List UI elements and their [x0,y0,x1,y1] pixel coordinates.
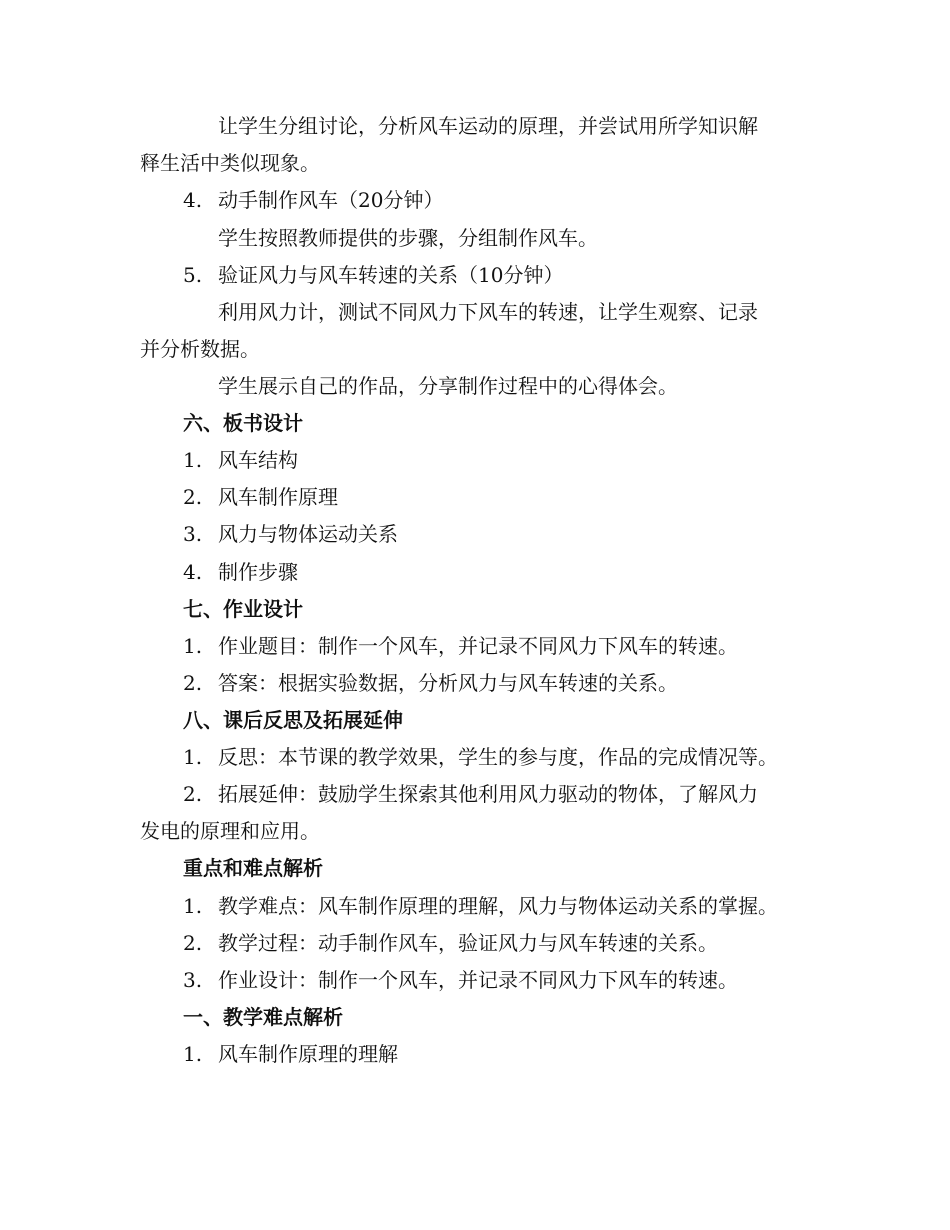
section-heading: 六、板书设计 [183,411,303,435]
item-text: 制作步骤 [218,560,298,584]
item-text: 风车制作原理 [218,485,338,509]
list-item [183,745,778,769]
list-item [183,671,678,695]
paragraph-line: 利用风力计，测试不同风力下风车的转速，让学生观察、记录 [218,300,758,324]
item-number: 3. [183,522,203,546]
item-text: 答案：根据实验数据，分析风力与风车转速的关系。 [218,671,678,695]
item-text: 拓展延伸：鼓励学生探索其他利用风力驱动的物体，了解风力 [218,782,758,806]
list-item [183,782,758,806]
item-text: 作业题目：制作一个风车，并记录不同风力下风车的转速。 [218,634,738,658]
list-item [183,560,298,584]
step-number: 4. [183,188,203,212]
list-item [183,931,718,955]
item-number: 1. [183,1042,203,1066]
item-text: 作业设计：制作一个风车，并记录不同风力下风车的转速。 [218,968,738,992]
step-item [183,188,443,212]
step-number: 5. [183,263,203,287]
item-number: 4. [183,560,203,584]
item-number: 1. [183,894,203,918]
step-text: 动手制作风车（20分钟） [218,188,444,212]
item-number: 1. [183,634,203,658]
item-number: 2. [183,782,203,806]
item-number: 3. [183,968,203,992]
item-text: 教学过程：动手制作风车，验证风力与风车转速的关系。 [218,931,718,955]
paragraph-line: 释生活中类似现象。 [140,151,320,175]
item-text: 风车制作原理的理解 [218,1042,398,1066]
list-item [183,894,778,918]
list-item [183,448,298,472]
step-text: 验证风力与风车转速的关系（10分钟） [218,263,564,287]
step-item [183,263,563,287]
item-number: 2. [183,671,203,695]
item-text: 风力与物体运动关系 [218,522,398,546]
paragraph-line: 并分析数据。 [140,337,260,361]
paragraph-line: 让学生分组讨论，分析风车运动的原理，并尝试用所学知识解 [218,114,758,138]
item-number: 1. [183,448,203,472]
section-heading: 重点和难点解析 [183,856,323,880]
item-number: 1. [183,745,203,769]
section-heading: 八、课后反思及拓展延伸 [183,708,403,732]
item-text: 风车结构 [218,448,298,472]
list-item [183,1042,398,1066]
item-text: 反思：本节课的教学效果，学生的参与度，作品的完成情况等。 [218,745,778,769]
paragraph-line: 学生展示自己的作品，分享制作过程中的心得体会。 [218,374,678,398]
list-item [183,522,398,546]
item-number: 2. [183,485,203,509]
section-heading: 七、作业设计 [183,597,303,621]
list-item [183,968,738,992]
paragraph-line: 学生按照教师提供的步骤，分组制作风车。 [218,226,598,250]
item-number: 2. [183,931,203,955]
list-item [183,634,738,658]
section-heading: 一、教学难点解析 [183,1005,343,1029]
paragraph-line: 发电的原理和应用。 [140,819,320,843]
list-item [183,485,338,509]
item-text: 教学难点：风车制作原理的理解，风力与物体运动关系的掌握。 [218,894,778,918]
